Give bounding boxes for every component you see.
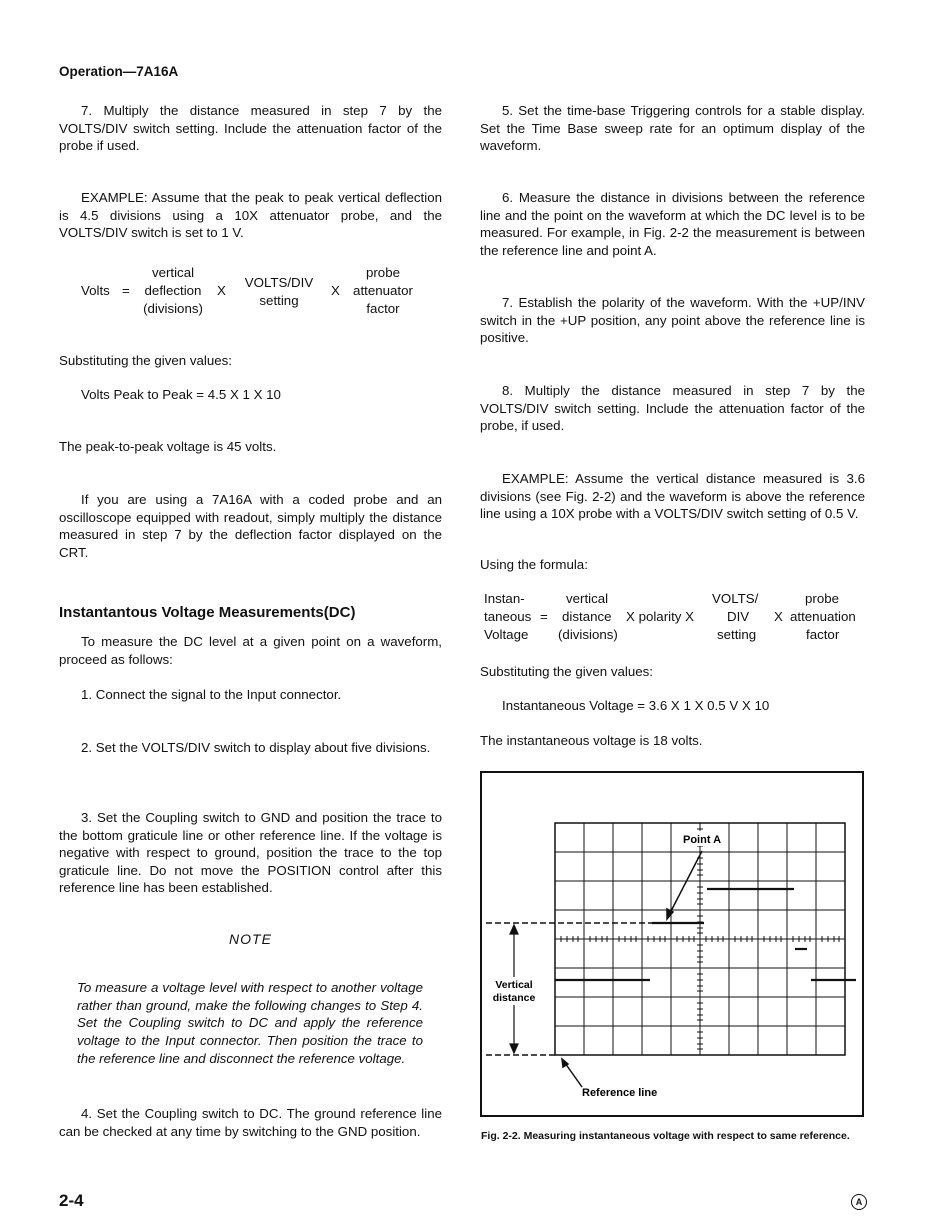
paragraph-coded-probe: If you are using a 7A16A with a coded probe and an oscilloscope equipped with readout, simply multiply the distance measured in step 7 by the deflection factor displayed on the CRT. [59, 492, 442, 560]
distance-label: distance [492, 992, 536, 1004]
revision-mark: A [851, 1194, 867, 1210]
note-text: To measure a voltage level with respect to another voltage rather than ground, make the following changes to Step 4. Set the Coupling switch to DC and apply the reference voltage to the Input connector. Then position the trace to the reference line and disconnect the reference voltage. [77, 980, 423, 1066]
step-1: 1. Connect the signal to the Input connector. [81, 687, 342, 702]
formula-setting: setting [259, 293, 299, 308]
graticule-diagram [482, 773, 862, 1115]
point-a-label: Point A [683, 834, 722, 846]
reference-line-pointer [562, 1059, 582, 1087]
reference-line-label: Reference line [582, 1087, 658, 1099]
paragraph-step-7: 7. Multiply the distance measured in step 7 by the VOLTS/DIV switch setting. Include the attenuation factor of the probe if used. [59, 103, 442, 154]
formula2-attenuation: attenuation [790, 609, 856, 624]
paragraph-substituting: Substituting the given values: [59, 353, 232, 368]
step-2: 2. Set the VOLTS/DIV switch to display about five divisions. [81, 740, 431, 755]
formula-divisions: (divisions) [143, 301, 203, 316]
instantaneous-calc: Instantaneous Voltage = 3.6 X 1 X 0.5 V X 10 [502, 698, 770, 713]
formula-times-1: X [217, 283, 226, 298]
formula-voltsdiv: VOLTS/DIV [244, 275, 314, 290]
formula-deflection: deflection [144, 283, 202, 298]
step-5: 5. Set the time-base Triggering controls for a stable display. Set the Time Base sweep rate for an optimum display of the waveform. [480, 103, 865, 154]
volts-formula [59, 264, 442, 324]
paragraph-intro: To measure the DC level at a given point on a waveform, proceed as follows: [59, 634, 442, 667]
paragraph-substituting-2: Substituting the given values: [480, 664, 653, 679]
formula-probe: probe [365, 265, 400, 280]
step-6: 6. Measure the distance in divisions between the reference line and the point on the waveform at which the DC level is to be measured. For example, in Fig. 2-2 the measurement is between the reference line and point A. [480, 190, 865, 258]
formula2-vertical: vertical [566, 591, 609, 606]
vertical-label: Vertical [495, 979, 533, 991]
step-4: 4. Set the Coupling switch to DC. The ground reference line can be checked at any time by switching to the GND position. [59, 1106, 442, 1139]
formula-factor: factor [366, 301, 400, 316]
instantaneous-formula [480, 590, 870, 650]
formula2-instan: Instan- [484, 591, 525, 606]
running-head: Operation—7A16A [59, 64, 179, 79]
right-column [480, 102, 865, 762]
formula2-equals: = [540, 609, 548, 624]
step-8: 8. Multiply the distance measured in step 7 by the VOLTS/DIV switch setting. Include the attenuation factor of the probe, if used. [480, 383, 865, 434]
formula2-times: X [774, 609, 783, 624]
waveform-trace [555, 889, 856, 980]
step-3: 3. Set the Coupling switch to GND and position the trace to the bottom graticule line or other reference line. If the voltage is negative with respect to ground, position the trace to the top graticule line. Do not move the POSITION control after this reference line has been established. [59, 810, 442, 896]
formula-times-2: X [331, 283, 340, 298]
left-column [59, 102, 442, 1172]
formula-volts: Volts [81, 283, 110, 298]
formula2-probe: probe [805, 591, 840, 606]
formula2-distance: distance [562, 609, 612, 624]
formula2-setting: setting [717, 627, 757, 642]
paragraph-example: EXAMPLE: Assume that the peak to peak vertical deflection is 4.5 divisions using a 10X attenuator probe, and the VOLTS/DIV switch is set to 1 V. [59, 190, 442, 241]
paragraph-example-2: EXAMPLE: Assume the vertical distance measured is 3.6 divisions (see Fig. 2-2) and the waveform is above the reference line using a 10X probe with a VOLTS/DIV switch setting of 0.5 V. [480, 471, 865, 522]
formula-equals: = [122, 283, 130, 298]
peak-to-peak-calc: Volts Peak to Peak = 4.5 X 1 X 10 [81, 387, 281, 402]
page-number: 2-4 [59, 1191, 84, 1210]
figure-caption: Fig. 2-2. Measuring instantaneous voltage with respect to same reference. [481, 1130, 850, 1142]
formula2-div: DIV [727, 609, 750, 624]
formula2-divisions: (divisions) [558, 627, 618, 642]
formula2-factor: factor [806, 627, 840, 642]
formula2-taneous: taneous [484, 609, 532, 624]
step-7-polarity: 7. Establish the polarity of the waveform. With the +UP/INV switch in the +UP position, any point above the reference line is positive. [480, 295, 865, 346]
paragraph-result-2: The instantaneous voltage is 18 volts. [480, 733, 703, 748]
formula2-voltage: Voltage [484, 627, 529, 642]
formula2-volts: VOLTS/ [712, 591, 759, 606]
formula-attenuator: attenuator [353, 283, 413, 298]
point-a-pointer [667, 851, 702, 919]
formula2-polarity: X polarity X [626, 609, 694, 624]
paragraph-result: The peak-to-peak voltage is 45 volts. [59, 439, 277, 454]
section-heading: Instantantous Voltage Measurements(DC) [59, 604, 356, 621]
formula-vertical: vertical [151, 265, 195, 280]
paragraph-using-formula: Using the formula: [480, 557, 588, 572]
figure-2-2 [480, 771, 864, 1117]
note-title: NOTE [229, 931, 272, 947]
